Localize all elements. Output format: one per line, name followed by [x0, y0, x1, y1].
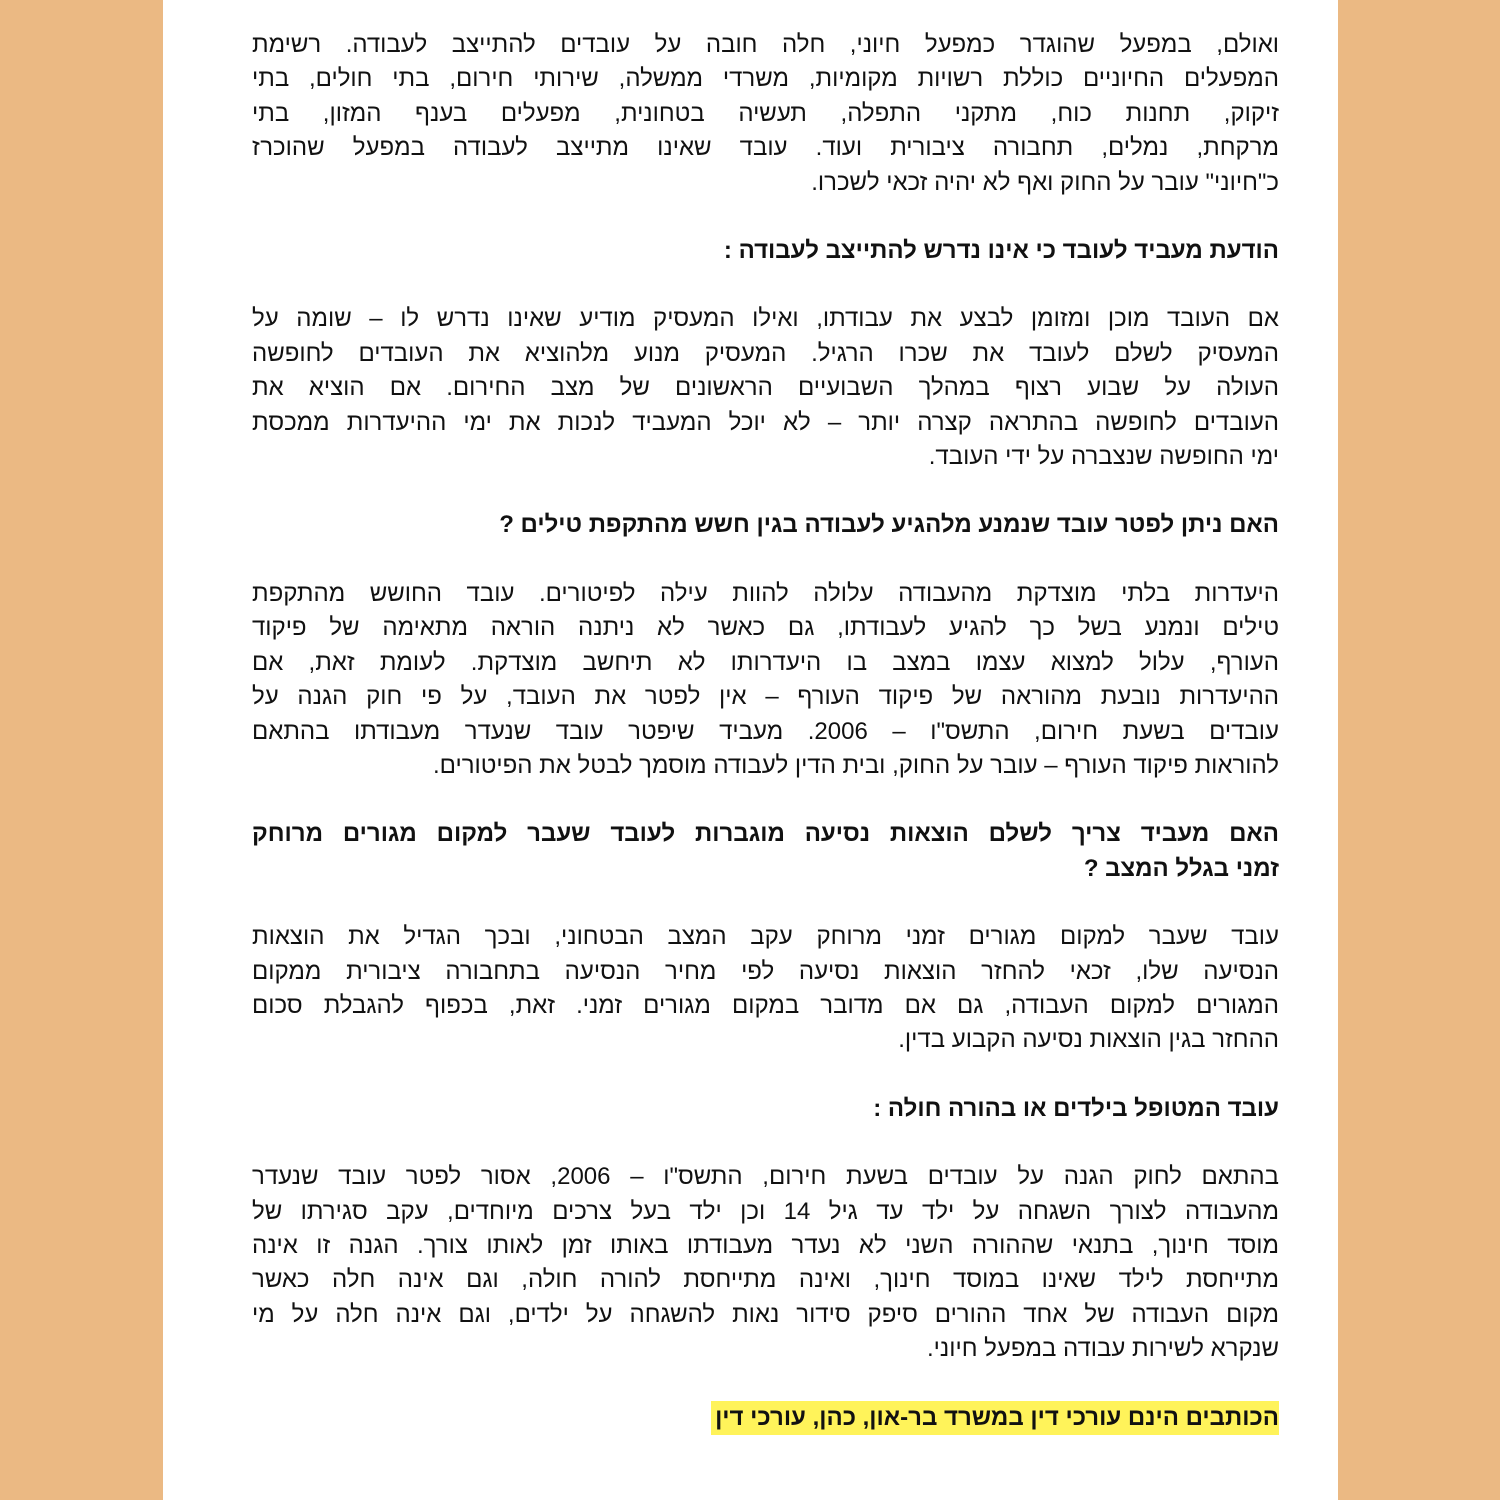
text-line: כ"חיוני" עובר על החוק ואף לא יהיה זכאי לשכרו.: [811, 168, 1279, 196]
text-line: מהעבודה לצורך השגחה על ילד עד גיל 14 וכן ילד בעל צרכים מיוחדים, עקב סגירתו של: [252, 1197, 1280, 1225]
heading-line: האם מעביד צריך לשלם הוצאות נסיעה מוגברות לעובד שעבר למקום מגורים מרוחק: [252, 820, 1279, 848]
paragraph-employer-notice: [252, 302, 1279, 474]
authors-note: [252, 1401, 1279, 1435]
heading-line: זמני בגלל המצב ?: [1083, 854, 1279, 882]
text-line: להוראות פיקוד העורף – עובר על החוק, ובית הדין לעבודה מוסמך לבטל את הפיטורים.: [433, 751, 1279, 779]
heading-caregiver: [252, 1092, 1279, 1126]
text-line: ההיעדרות נובעת מהוראה של פיקוד העורף – אין לפטר את העובד, על פי חוק הגנה על: [252, 683, 1279, 711]
text-line: העורף, עלול למצוא עצמו במצב בו היעדרותו לא תיחשב מוצדקת. לעומת זאת, אם: [252, 648, 1279, 676]
text-line: היעדרות בלתי מוצדקת מהעבודה עלולה להוות עילה לפיטורים. עובד החושש מהתקפת: [252, 579, 1279, 607]
text-line: בהתאם לחוק הגנה על עובדים בשעת חירום, התשס"ו – 2006, אסור לפטר עובד שנעדר: [252, 1163, 1280, 1191]
paragraph-travel-expenses: [252, 920, 1279, 1058]
heading-line: עובד המטופל בילדים או בהורה חולה :: [873, 1094, 1279, 1122]
text-line: המפעלים החיוניים כוללת רשויות מקומיות, משרדי ממשלה, שירותי חירום, בתי חולים, בתי: [252, 65, 1279, 93]
paragraph-caregiver: [252, 1160, 1279, 1366]
text-line: הנסיעה שלו, זכאי להחזר הוצאות נסיעה לפי מחיר הנסיעה בתחבורה ציבורית ממקום: [252, 957, 1279, 985]
heading-line: הודעת מעביד לעובד כי אינו נדרש להתייצב לעבודה :: [723, 237, 1279, 265]
text-line: מקום העבודה של אחד ההורים סיפק סידור נאות להשגחה על ילדים, וגם אינה חלה על מי: [252, 1300, 1279, 1328]
paragraph-essential-factories: [252, 28, 1279, 200]
heading-employer-notice: [252, 234, 1279, 268]
text-line: עובד שעבר למקום מגורים זמני מרוחק עקב המצב הבטחוני, ובכך הגדיל את הוצאות: [252, 923, 1279, 951]
text-line: עובדים בשעת חירום, התשס"ו – 2006. מעביד שיפטר עובד שנעדר מעבודתו בהתאם: [252, 717, 1279, 745]
text-line: ההחזר בגין הוצאות נסיעה הקבוע בדין.: [898, 1026, 1279, 1054]
authors-highlight: הכותבים הינם עורכי דין במשרד בר-און, כהן, עורכי דין: [711, 1401, 1279, 1435]
paragraph-dismissal-missiles: [252, 577, 1279, 783]
text-line: זיקוק, תחנות כוח, מתקני התפלה, תעשיה בטחונית, מפעלים בענף המזון, בתי: [252, 99, 1279, 127]
text-line: ימי החופשה שנצברה על ידי העובד.: [928, 443, 1279, 471]
heading-line: האם ניתן לפטר עובד שנמנע מלהגיע לעבודה בגין חשש מהתקפת טילים ?: [499, 511, 1279, 539]
text-line: מרקחת, נמלים, תחבורה ציבורית ועוד. עובד שאינו מתייצב לעבודה במפעל שהוכרז: [252, 134, 1279, 162]
heading-dismissal-missiles: [252, 508, 1279, 542]
document-page: [163, 0, 1338, 1500]
text-line: טילים ונמנע בשל כך להגיע לעבודתו, גם כאשר לא ניתנה הוראה מתאימה של פיקוד: [252, 614, 1279, 642]
text-line: המעסיק לשלם לעובד את שכרו הרגיל. המעסיק מנוע מלהוציא את העובדים לחופשה: [252, 339, 1279, 367]
text-line: ואולם, במפעל שהוגדר כמפעל חיוני, חלה חובה על עובדים להתייצב לעבודה. רשימת: [252, 31, 1279, 58]
text-line: מתייחסת לילד שאינו במוסד חינוך, ואינה מתייחסת להורה חולה, וגם אינה חלה כאשר: [252, 1266, 1279, 1294]
text-line: העובדים לחופשה בהתראה קצרה יותר – לא יוכל המעביד לנכות את ימי ההיעדרות ממכסת: [252, 408, 1279, 436]
text-line: אם העובד מוכן ומזומן לבצע את עבודתו, ואילו המעסיק מודיע שאינו נדרש לו – שומה על: [252, 305, 1279, 333]
heading-travel-expenses: [252, 817, 1279, 886]
document-content: [252, 28, 1279, 1435]
text-line: העולה על שבוע רצוף במהלך השבועיים הראשונים של מצב החירום. אם הוציא את: [252, 374, 1279, 402]
text-line: שנקרא לשירות עבודה במפעל חיוני.: [927, 1335, 1279, 1363]
text-line: מוסד חינוך, בתנאי שההורה השני לא נעדר מעבודתו באותו זמן לאותו צורך. הגנה זו אינה: [252, 1231, 1279, 1259]
text-line: המגורים למקום העבודה, גם אם מדובר במקום מגורים זמני. זאת, בכפוף להגבלת סכום: [252, 991, 1279, 1019]
